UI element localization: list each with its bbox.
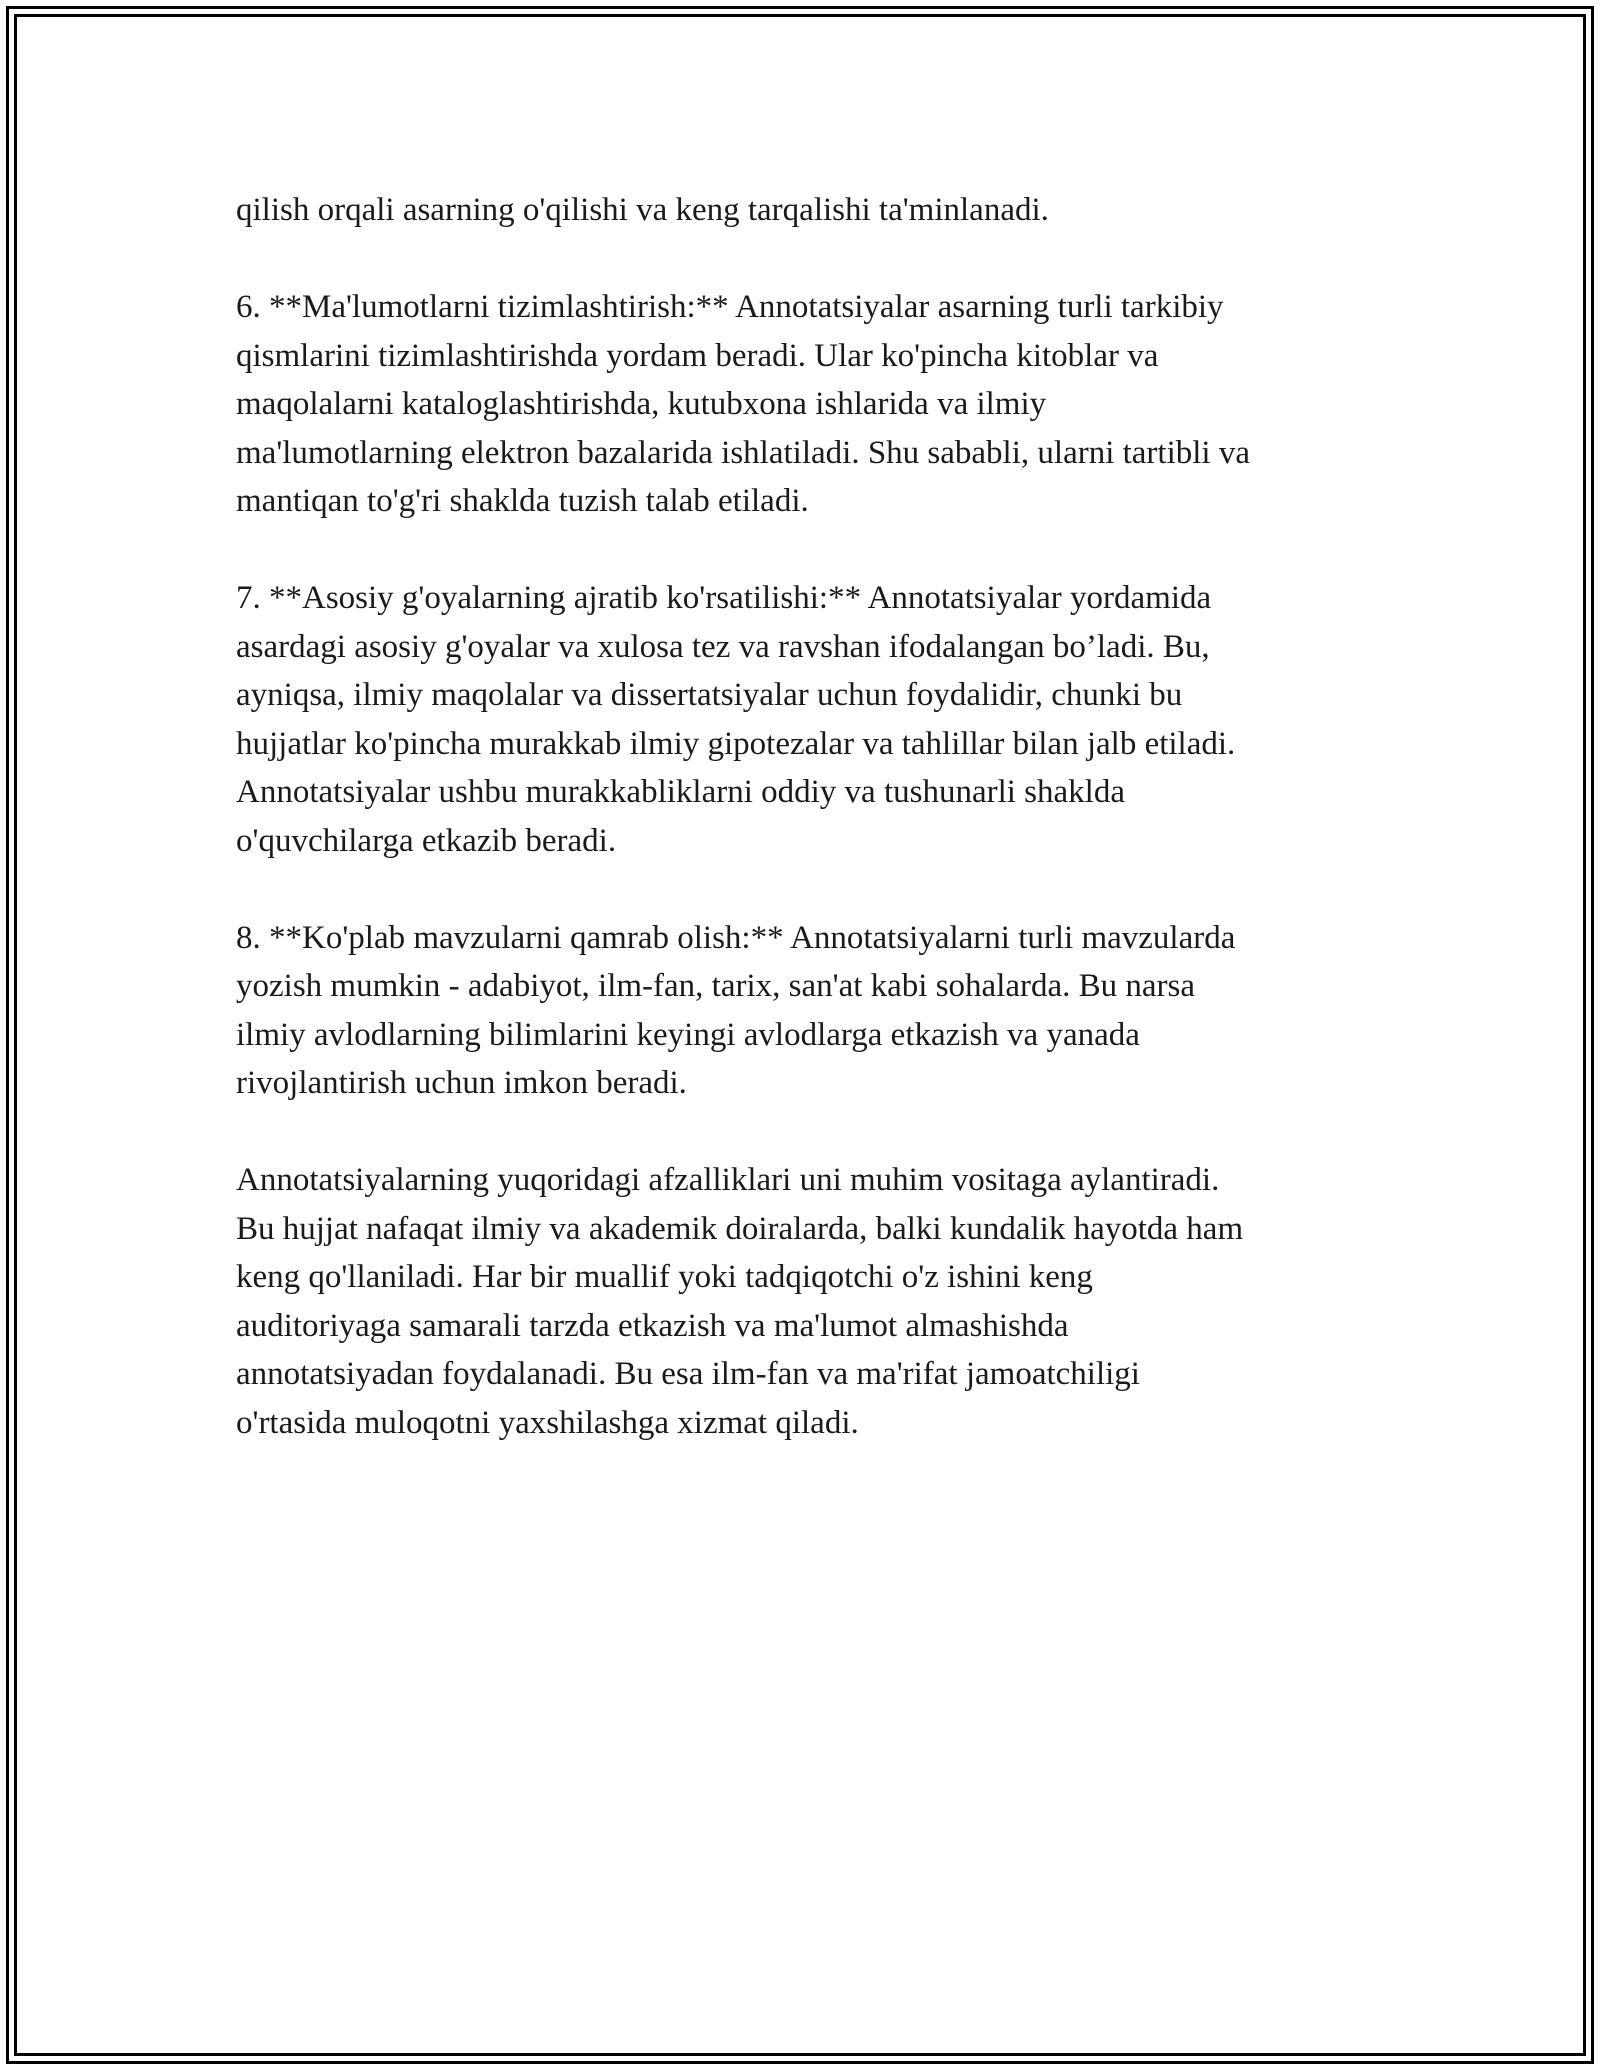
text-line: auditoriyaga samarali tarzda etkazish va ma'lumot almashishda <box>236 1307 1069 1344</box>
text-line: ma'lumotlarning elektron bazalarida ishlatiladi. Shu sababli, ularni tartibli va <box>236 434 1250 471</box>
paragraph-item-6 <box>236 283 1386 526</box>
paragraph-1 <box>236 186 1386 235</box>
text-line: keng qo'llaniladi. Har bir muallif yoki tadqiqotchi o'z ishini keng <box>236 1259 1093 1295</box>
document-body <box>236 186 1386 1496</box>
text-line: Bu hujjat nafaqat ilmiy va akademik doiralarda, balki kundalik hayotda ham <box>236 1210 1244 1247</box>
text-line: 6. **Ma'lumotlarni tizimlashtirish:** Annotatsiyalar asarning turli tarkibiy <box>236 289 1224 325</box>
text-line: hujjatlar ko'pincha murakkab ilmiy gipotezalar va tahlillar bilan jalb etiladi. <box>236 725 1236 762</box>
text-line: mantiqan to'g'ri shaklda tuzish talab etiladi. <box>236 483 809 519</box>
text-line: Annotatsiyalar ushbu murakkabliklarni oddiy va tushunarli shaklda <box>236 774 1125 810</box>
text-line: qismlarini tizimlashtirishda yordam beradi. Ular ko'pincha kitoblar va <box>236 337 1159 374</box>
text-line: ayniqsa, ilmiy maqolalar va dissertatsiyalar uchun foydalidir, chunki bu <box>236 677 1183 713</box>
text-line: ilmiy avlodlarning bilimlarini keyingi avlodlarga etkazish va yanada <box>236 1016 1140 1053</box>
text-line: Annotatsiyalarning yuqoridagi afzalliklari uni muhim vositaga aylantiradi. <box>236 1162 1220 1198</box>
paragraph-conclusion <box>236 1156 1386 1447</box>
text-line: qilish orqali asarning o'qilishi va keng tarqalishi ta'minlanadi. <box>236 192 1049 228</box>
paragraph-item-8 <box>236 914 1386 1108</box>
text-line: yozish mumkin - adabiyot, ilm-fan, tarix, san'at kabi sohalarda. Bu narsa <box>236 968 1196 1004</box>
text-line: o'quvchilarga etkazib beradi. <box>236 822 617 859</box>
text-line: annotatsiyadan foydalanadi. Bu esa ilm-fan va ma'rifat jamoatchiligi <box>236 1356 1140 1392</box>
text-line: 8. **Ko'plab mavzularni qamrab olish:** Annotatsiyalarni turli mavzularda <box>236 919 1236 956</box>
text-line: rivojlantirish uchun imkon beradi. <box>236 1065 687 1101</box>
paragraph-item-7 <box>236 574 1386 865</box>
text-line: asardagi asosiy g'oyalar va xulosa tez va ravshan ifodalangan bo’ladi. Bu, <box>236 628 1210 665</box>
text-line: 7. **Asosiy g'oyalarning ajratib ko'rsatilishi:** Annotatsiyalar yordamida <box>236 580 1212 616</box>
text-line: maqolalarni kataloglashtirishda, kutubxona ishlarida va ilmiy <box>236 386 1047 422</box>
text-line: o'rtasida muloqotni yaxshilashga xizmat qiladi. <box>236 1404 859 1441</box>
